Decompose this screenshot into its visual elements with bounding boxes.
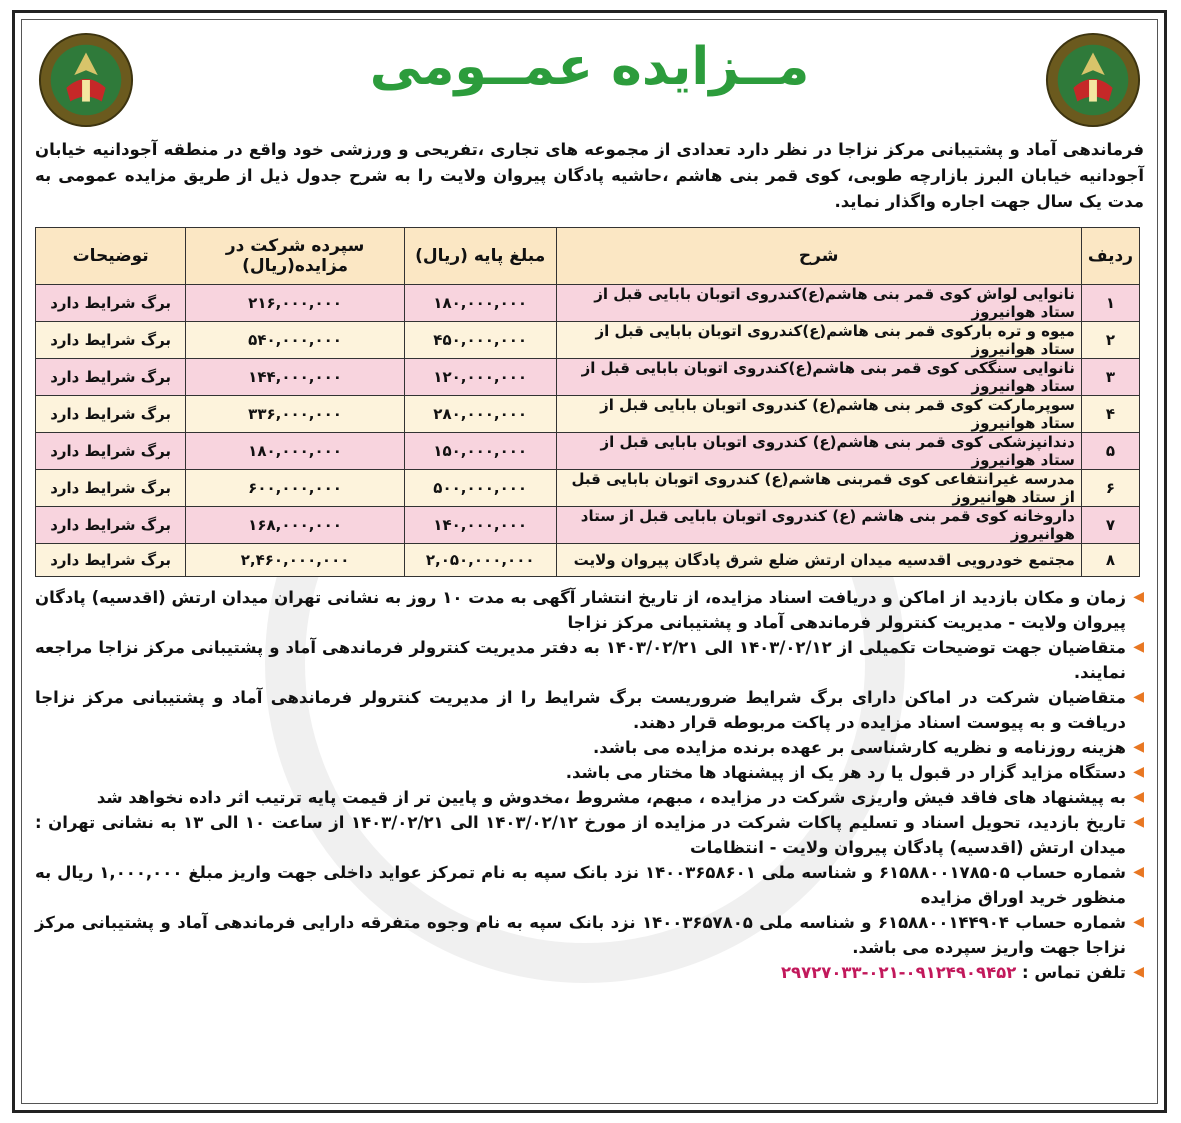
row-notes: برگ شرایط دارد [36, 359, 186, 396]
header-desc: شرح [556, 228, 1081, 285]
bullet-arrow-icon: ◀ [1133, 964, 1144, 980]
note-text: دستگاه مزاید گزار در قبول یا رد هر یک از پیشنهاد ها مختار می باشد. [565, 763, 1126, 782]
ad-page [12, 10, 1167, 1113]
table-row [36, 285, 1140, 322]
row-notes: برگ شرایط دارد [36, 433, 186, 470]
header-deposit: سپرده شرکت در مزایده(ریال) [186, 228, 405, 285]
note-text: شماره حساب ۶۱۵۸۸۰۰۱۷۸۵۰۵ و شناسه ملی ۱۴۰۰۳۶۵۸۶۰۱ نزد بانک سپه به نام تمرکز عواید داخلی جهت واریز مبلغ ۱,۰۰۰,۰۰۰ ریال به منظور خرید اوراق مزایده [35, 863, 1126, 907]
header-notes: توضیحات [36, 228, 186, 285]
row-num: ۸ [1081, 544, 1139, 577]
row-num: ۳ [1081, 359, 1139, 396]
phone-label: تلفن تماس : [1022, 963, 1126, 982]
list-item [35, 860, 1144, 910]
note-text: زمان و مکان بازدید از اماکن و دریافت اسناد مزایده، از تاریخ انتشار آگهی به مدت ۱۰ روز به نشانی تهران میدان ارتش (اقدسیه) پادگان پیروان ولایت - مدیریت کنترولر فرماندهی آماد و پشتیبانی مرکز نزاجا [35, 588, 1126, 632]
table-header-row [36, 228, 1140, 285]
row-num: ۱ [1081, 285, 1139, 322]
row-base: ۱۲۰,۰۰۰,۰۰۰ [404, 359, 556, 396]
row-base: ۱۸۰,۰۰۰,۰۰۰ [404, 285, 556, 322]
list-item [35, 810, 1144, 860]
row-notes: برگ شرایط دارد [36, 396, 186, 433]
list-item [35, 635, 1144, 685]
row-base: ۲,۰۵۰,۰۰۰,۰۰۰ [404, 544, 556, 577]
table-row [36, 470, 1140, 507]
note-text: متقاضیان جهت توضیحات تکمیلی از ۱۴۰۳/۰۲/۱۲ الی ۱۴۰۳/۰۲/۲۱ به دفتر مدیریت کنترولر فرماندهی آماد و پشتیبانی مرکز نزاجا مراجعه نمایند. [35, 638, 1127, 682]
row-num: ۴ [1081, 396, 1139, 433]
table-row [36, 396, 1140, 433]
row-num: ۲ [1081, 322, 1139, 359]
table-row [36, 322, 1140, 359]
bullet-arrow-icon: ◀ [1133, 789, 1144, 805]
row-num: ۶ [1081, 470, 1139, 507]
row-base: ۱۴۰,۰۰۰,۰۰۰ [404, 507, 556, 544]
intro-paragraph: فرماندهی آماد و پشتیبانی مرکز نزاجا در نظر دارد تعدادی از مجموعه های تجاری ،تفریحی و ورزشی خود واقع در منطقه آجودانیه خیابان آجودانیه خیابان البرز بازارچه طوبی، کوی قمر بنی هاشم ،حاشیه پادگان پیروان ولایت را به شرح جدول ذیل از طریق مزایده عمومی به مدت یک سال جهت اجاره واگذار نماید. [35, 140, 1144, 211]
row-desc: دندانپزشکی کوی قمر بنی هاشم(ع) کندروی اتوبان بابایی قبل از ستاد هوانیروز [556, 433, 1081, 470]
bullet-arrow-icon: ◀ [1133, 689, 1144, 705]
note-text: شماره حساب ۶۱۵۸۸۰۰۱۴۴۹۰۴ و شناسه ملی ۱۴۰۰۳۶۵۷۸۰۵ نزد بانک سپه به نام وجوه متفرقه دارایی فرماندهی آماد و پشتیبانی مرکز نزاجا جهت واریز سپرده می باشد. [35, 913, 1126, 957]
row-desc: مدرسه غیرانتفاعی کوی قمربنی هاشم(ع) کندروی اتوبان بابایی قبل از ستاد هوانیروز [556, 470, 1081, 507]
note-text: متقاضیان شرکت در اماکن دارای برگ شرایط ضروریست برگ شرایط را از مدیریت کنترولر فرماندهی آماد و پشتیبانی مرکز نزاجا دریافت و به پیوست اسناد مزایده در پاکت مربوطه قرار دهند. [35, 688, 1126, 732]
note-text: به پیشنهاد های فاقد فیش واریزی شرکت در مزایده ، مبهم، مشروط ،مخدوش و پایین تر از قیمت پایه ترتیب اثر داده نخواهد شد [96, 788, 1126, 807]
list-item [35, 735, 1144, 760]
row-num: ۷ [1081, 507, 1139, 544]
bullet-arrow-icon: ◀ [1133, 914, 1144, 930]
row-deposit: ۱۸۰,۰۰۰,۰۰۰ [186, 433, 405, 470]
note-text: هزینه روزنامه و نظریه کارشناسی بر عهده برنده مزایده می باشد. [592, 738, 1126, 757]
bullet-arrow-icon: ◀ [1133, 589, 1144, 605]
row-deposit: ۲۱۶,۰۰۰,۰۰۰ [186, 285, 405, 322]
row-desc: داروخانه کوی قمر بنی هاشم (ع) کندروی اتوبان بابایی قبل از ستاد هوانیروز [556, 507, 1081, 544]
row-deposit: ۵۴۰,۰۰۰,۰۰۰ [186, 322, 405, 359]
row-deposit: ۱۶۸,۰۰۰,۰۰۰ [186, 507, 405, 544]
table-row [36, 359, 1140, 396]
list-item [35, 785, 1144, 810]
row-deposit: ۶۰۰,۰۰۰,۰۰۰ [186, 470, 405, 507]
bullet-arrow-icon: ◀ [1133, 864, 1144, 880]
row-deposit: ۱۴۴,۰۰۰,۰۰۰ [186, 359, 405, 396]
notes-list [35, 585, 1144, 985]
row-notes: برگ شرایط دارد [36, 507, 186, 544]
row-base: ۴۵۰,۰۰۰,۰۰۰ [404, 322, 556, 359]
auction-table [35, 227, 1140, 577]
header-base: مبلغ پایه (ریال) [404, 228, 556, 285]
row-deposit: ۲,۴۶۰,۰۰۰,۰۰۰ [186, 544, 405, 577]
bullet-arrow-icon: ◀ [1133, 639, 1144, 655]
table-row [36, 544, 1140, 577]
row-desc: سوپرمارکت کوی قمر بنی هاشم(ع) کندروی اتوبان بابایی قبل از ستاد هوانیروز [556, 396, 1081, 433]
row-desc: میوه و تره بارکوی قمر بنی هاشم(ع)کندروی اتوبان بابایی قبل از ستاد هوانیروز [556, 322, 1081, 359]
row-desc: نانوایی لواش کوی قمر بنی هاشم(ع)کندروی اتوبان بابایی قبل از ستاد هوانیروز [556, 285, 1081, 322]
list-item [35, 585, 1144, 635]
row-base: ۲۸۰,۰۰۰,۰۰۰ [404, 396, 556, 433]
table-row [36, 433, 1140, 470]
phone-line [35, 960, 1144, 985]
list-item [35, 910, 1144, 960]
bullet-arrow-icon: ◀ [1133, 764, 1144, 780]
table-row [36, 507, 1140, 544]
row-notes: برگ شرایط دارد [36, 285, 186, 322]
bullet-arrow-icon: ◀ [1133, 739, 1144, 755]
row-notes: برگ شرایط دارد [36, 470, 186, 507]
bullet-arrow-icon: ◀ [1133, 814, 1144, 830]
row-notes: برگ شرایط دارد [36, 544, 186, 577]
row-num: ۵ [1081, 433, 1139, 470]
list-item [35, 685, 1144, 735]
row-deposit: ۳۳۶,۰۰۰,۰۰۰ [186, 396, 405, 433]
header-num: ردیف [1081, 228, 1139, 285]
row-base: ۱۵۰,۰۰۰,۰۰۰ [404, 433, 556, 470]
phone-number: ۰۹۱۲۴۹۰۹۴۵۲-۰۲۱-۲۹۷۲۷۰۳۳ [780, 963, 1017, 982]
row-base: ۵۰۰,۰۰۰,۰۰۰ [404, 470, 556, 507]
page-title: مــزایده عمــومی [369, 37, 810, 97]
note-text: تاریخ بازدید، تحویل اسناد و تسلیم پاکات شرکت در مزایده از مورخ ۱۴۰۳/۰۲/۱۲ الی ۱۴۰۳/۰۲/۲۱ از ساعت ۱۰ الی ۱۳ به نشانی تهران : میدان ارتش (اقدسیه) پادگان پیروان ولایت - انتظامات [35, 813, 1126, 857]
row-desc: نانوایی سنگکی کوی قمر بنی هاشم(ع)کندروی اتوبان بابایی قبل از ستاد هوانیروز [556, 359, 1081, 396]
row-desc: مجتمع خودرویی اقدسیه میدان ارتش ضلع شرق پادگان پیروان ولایت [556, 544, 1081, 577]
row-notes: برگ شرایط دارد [36, 322, 186, 359]
list-item [35, 760, 1144, 785]
